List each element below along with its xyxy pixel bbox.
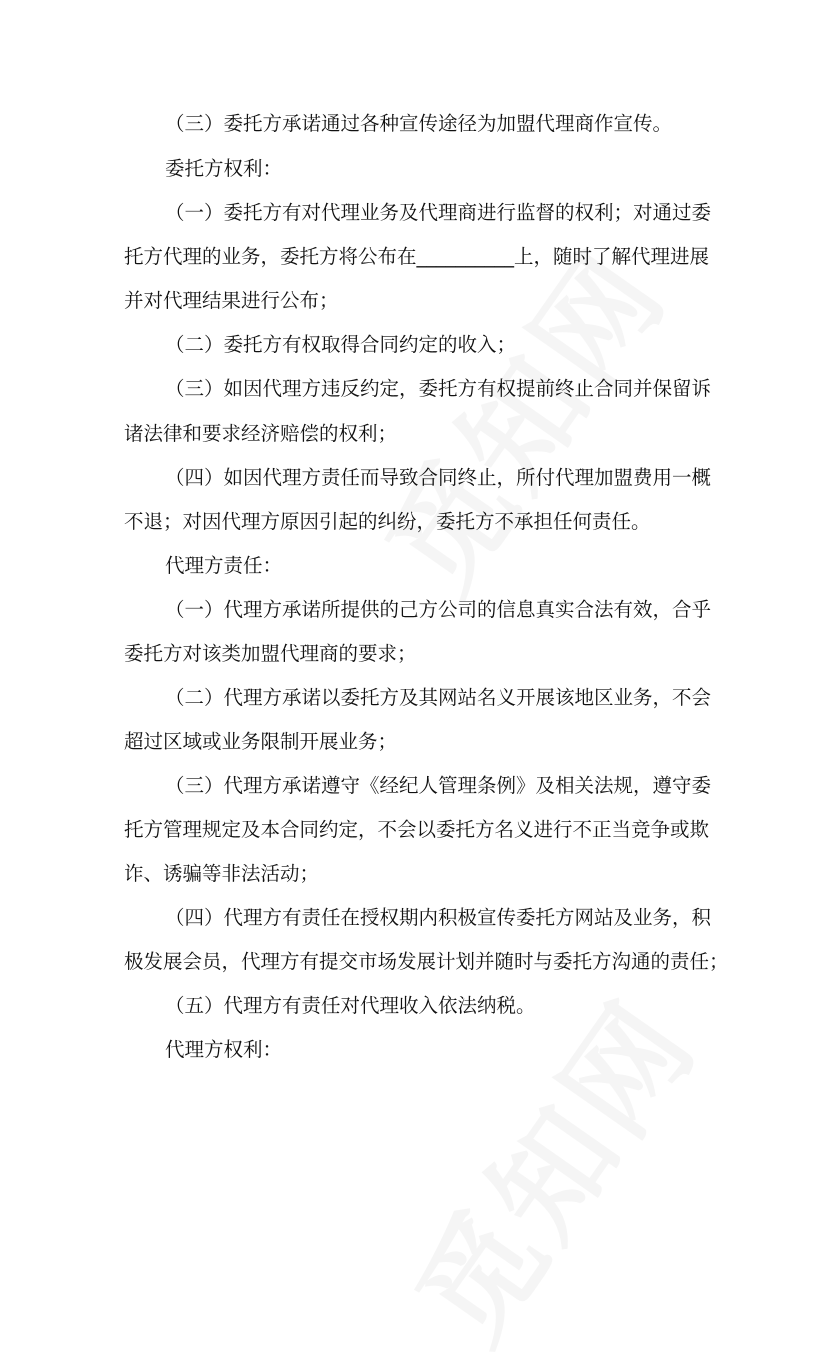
principal-right-1-line-2: 托方代理的业务，委托方将公布在__________上，随时了解代理进展 [124, 245, 710, 268]
clause-3-promotion: （三）委托方承诺通过各种宣传途径为加盟代理商作宣传。 [165, 112, 673, 135]
section-heading-agent-duties: 代理方责任： [165, 554, 283, 577]
principal-right-3-line-1: （三）如因代理方违反约定，委托方有权提前终止合同并保留诉 [165, 377, 712, 400]
agent-duty-1-line-1: （一）代理方承诺所提供的己方公司的信息真实合法有效，合乎 [165, 598, 712, 621]
agent-duty-4-line-1: （四）代理方有责任在授权期内积极宣传委托方网站及业务，积 [165, 906, 712, 929]
principal-right-3-line-2: 诸法律和要求经济赔偿的权利； [124, 422, 398, 445]
watermark-text-bottom [370, 962, 728, 1370]
agent-duty-3-line-3: 诈、诱骗等非法活动； [124, 862, 320, 885]
agent-duty-2-line-2: 超过区域或业务限制开展业务； [124, 730, 398, 753]
watermark-text [340, 212, 698, 620]
agent-duty-3-line-1: （三）代理方承诺遵守《经纪人管理条例》及相关法规，遵守委 [165, 774, 712, 797]
agent-duty-3-line-2: 托方管理规定及本合同约定，不会以委托方名义进行不正当竞争或欺 [124, 818, 710, 841]
agent-duty-1-line-2: 委托方对该类加盟代理商的要求； [124, 642, 417, 665]
section-heading-principal-rights: 委托方权利： [165, 157, 283, 180]
agent-duty-5: （五）代理方有责任对代理收入依法纳税。 [165, 994, 536, 1017]
principal-right-4-line-1: （四）如因代理方责任而导致合同终止，所付代理加盟费用一概 [165, 466, 712, 489]
agent-duty-4-line-2: 极发展会员，代理方有提交市场发展计划并随时与委托方沟通的责任； [124, 950, 729, 973]
principal-right-1-line-1: （一）委托方有对代理业务及代理商进行监督的权利；对通过委 [165, 201, 712, 224]
principal-right-1-line-3: 并对代理结果进行公布； [124, 289, 339, 312]
section-heading-agent-rights: 代理方权利： [165, 1038, 283, 1061]
principal-right-4-line-2: 不退；对因代理方原因引起的纠纷，委托方不承担任何责任。 [124, 510, 651, 533]
agent-duty-2-line-1: （二）代理方承诺以委托方及其网站名义开展该地区业务，不会 [165, 686, 712, 709]
principal-right-2: （二）委托方有权取得合同约定的收入； [165, 333, 517, 356]
